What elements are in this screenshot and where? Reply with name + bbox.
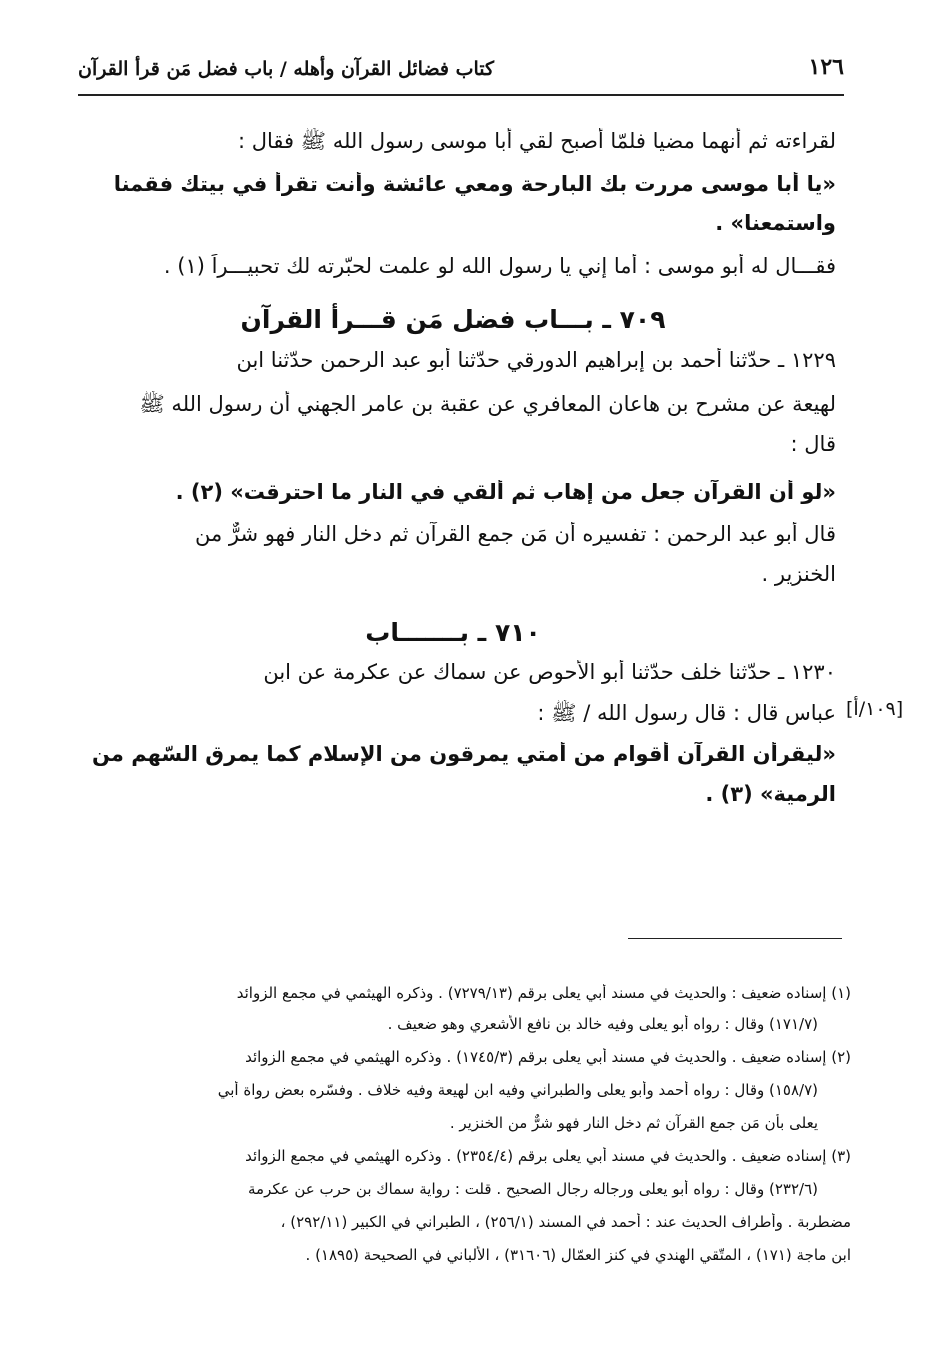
- text-line: قال أبو عبد الرحمن : تفسيره أن مَن جمع القرآن ثم دخل النار فهو شرٌّ من: [194, 522, 836, 546]
- chapter-heading: ٧١٠ ـ بـــــــاب: [365, 618, 541, 647]
- hadith-isnad-line: ١٢٢٩ ـ حدّثنا أحمد بن إبراهيم الدورقي حدّثنا أبو عبد الرحمن حدّثنا ابن: [236, 348, 836, 372]
- footnote-line: (١) إسناده ضعيف : والحديث في مسند أبي يعلى برقم (٧٢٧٩/١٣) . وذكره الهيثمي في مجمع الزوائد: [236, 984, 851, 1002]
- footnote-line: يعلى بأن مَن جمع القرآن ثم دخل النار فهو شرٌّ من الخنزير .: [449, 1114, 818, 1132]
- manuscript-folio-marker: [١٠٩/أ]: [846, 698, 904, 720]
- footnote-line: (٢) إسناده ضعيف . والحديث في مسند أبي يعلى برقم (١٧٤٥/٣) . وذكره الهيثمي في مجمع الزوائد: [245, 1048, 851, 1066]
- footnote-line: (١٥٨/٧) وقال : رواه أحمد وأبو يعلى والطبراني وفيه ابن لهيعة وفيه خلاف . وفسّره بعض رواة أبي: [217, 1081, 818, 1099]
- chapter-heading: ٧٠٩ ـ بـــاب فضل مَن قـــرأ القرآن: [240, 305, 666, 334]
- text-line: لقراءته ثم أنهما مضيا فلمّا أصبح لقي أبا موسى رسول الله ﷺ فقال :: [237, 129, 836, 153]
- hadith-quote-line: «يا أبا موسى مررت بك البارحة ومعي عائشة وأنت تقرأ في بيتك فقمنا: [113, 172, 836, 196]
- footnote-line: ابن ماجة (١٧١) ، المتّقي الهندي في كنز العمّال (٣١٦٠٦) ، الألباني في الصحيحة (١٨٩٥) .: [305, 1246, 851, 1264]
- running-header: [78, 48, 844, 96]
- hadith-quote-line: الرمية» (٣) .: [705, 782, 836, 806]
- text-line: قال :: [790, 432, 836, 456]
- page-number: ١٢٦: [808, 54, 844, 80]
- hadith-isnad-line: ١٢٣٠ ـ حدّثنا خلف حدّثنا أبو الأحوص عن سماك عن عكرمة عن ابن: [263, 660, 836, 684]
- hadith-quote-line: واستمعنا» .: [715, 211, 836, 235]
- footnote-line: (٢٣٢/٦) وقال : رواه أبو يعلى ورجاله رجال الصحيح . قلت : رواية سماك بن حرب عن عكرمة: [248, 1180, 818, 1198]
- running-title: كتاب فضائل القرآن وأهله / باب فضل مَن قرأ القرآن: [78, 58, 495, 80]
- footnote-line: (١٧١/٧) وقال : رواه أبو يعلى وفيه خالد بن نافع الأشعري وهو ضعيف .: [387, 1015, 818, 1033]
- hadith-quote-line: «ليقرأن القرآن أقوام من أُمتي يمرقون من الإسلام كما يمرق السّهم من: [91, 742, 836, 766]
- hadith-isnad-line: لهيعة عن مشرح بن هاعان المعافري عن عقبة بن عامر الجهني أن رسول الله ﷺ: [139, 392, 836, 416]
- footnote-separator: [628, 938, 842, 939]
- text-line: فقـــال له أبو موسى : أما إني يا رسول الله لو علمت لحبّرته لك تحبيـــراً (١) .: [163, 254, 836, 278]
- text-line: عباس قال : قال رسول الله / ﷺ :: [537, 701, 836, 725]
- text-line: الخنزير .: [761, 562, 836, 586]
- hadith-quote-line: «لو أن القرآن جعل من إهاب ثم أُلقي في النار ما احترقت» (٢) .: [175, 480, 836, 504]
- footnote-line: (٣) إسناده ضعيف . والحديث في مسند أبي يعلى برقم (٢٣٥٤/٤) . وذكره الهيثمي في مجمع الزوائد: [245, 1147, 851, 1165]
- footnote-line: مضطربة . وأطراف الحديث عند : أحمد في المسند (٢٥٦/١) ، الطبراني في الكبير (٢٩٢/١١) ،: [280, 1213, 851, 1231]
